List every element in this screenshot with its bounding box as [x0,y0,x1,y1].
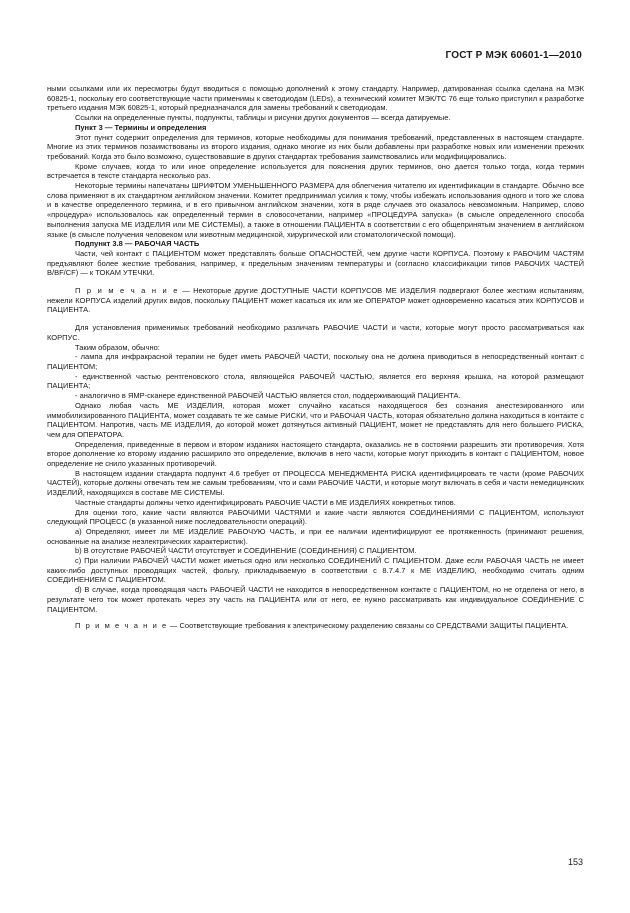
process-step-a: a) Определяют, имеет ли МЕ ИЗДЕЛИЕ РАБОЧУЮ ЧАСТЬ, и при ее наличии идентифицируют ее протяженность (принимают решения, основанные на анализе неэлектрических характеристик). [47,526,584,546]
note-label: П р и м е ч а н и е [75,621,168,631]
process-step-c: c) При наличии РАБОЧЕЙ ЧАСТИ может иметься одно или несколько СОЕДИНЕНИЙ С ПАЦИЕНТОМ. Даже если РАБОЧАЯ ЧАСТЬ не имеет каких-либо доступных проводящих частей, фольгу, прикладываемую в соответствии с 8.7.4.7 к МЕ ИЗДЕЛИЮ, необходимо считать одним СОЕДИНЕНИЕМ С ПАЦИЕНТОМ. [47,556,584,585]
paragraph-1: Ссылки на определенные пункты, подпункты, таблицы и рисунки других документов — всегда датируемые. [75,113,451,123]
list-item: - единственной частью рентгеновского стола, являющейся РАБОЧЕЙ ЧАСТЬЮ, является его верхняя крышка, на которой размещают ПАЦИЕНТА; [47,371,584,391]
process-step-b: b) В отсутствие РАБОЧЕЙ ЧАСТИ отсутствует и СОЕДИНЕНИЕ (СОЕДИНЕНИЯ) С ПАЦИЕНТОМ. [75,546,417,556]
list-item: - лампа для инфракрасной терапии не будет иметь РАБОЧЕЙ ЧАСТИ, поскольку она не должна приводиться в непосредственный контакт с ПАЦИЕНТОМ; [47,352,584,371]
paragraph-14: Однако любая часть МЕ ИЗДЕЛИЯ, которая может случайно касаться находящегося без сознания анестезированного или иммобилизированного ПАЦИЕНТА, может создавать те же самые РИСКИ, что и РАБОЧАЯ ЧАСТЬ, которая обязательно должна находиться в контакте с ПАЦИЕНТОМ. Напротив, часть МЕ ИЗДЕЛИЯ, до которой может дотянуться активный ПАЦИЕНТ, может не представлять для него большего РИСКА, чем для ОПЕРАТОРА. [47,400,584,439]
paragraph-7: Части, чей контакт с ПАЦИЕНТОМ может представлять больше ОПАСНОСТЕЙ, чем другие части КОРПУСА. Поэтому к РАБОЧИМ ЧАСТЯМ предъявляют более жесткие требования, например, к предельным значениям температуры и (согласно классификации типов РАБОЧИХ ЧАСТЕЙ B/BF/CF) — к ТОКАМ УТЕЧКИ. [47,248,584,278]
note-text: — Соответствующие требования к электрическому разделению связаны со СРЕДСТВАМИ ЗАЩИТЫ ПАЦИЕНТА. [167,621,569,631]
note-label: П р и м е ч а н и е [75,286,179,296]
paragraph-18: Для оценки того, какие части являются РАБОЧИМИ ЧАСТЯМИ и какие части являются СОЕДИНЕНИЯМИ С ПАЦИЕНТОМ, используют следующий ПРОЦЕСС (в указанной ниже последовательности операций). [47,507,584,527]
section-heading-subclause-3-8: Подпункт 3.8 — РАБОЧАЯ ЧАСТЬ [75,239,200,249]
paragraph-10: Таким образом, обычно: [75,342,160,352]
paragraph-17: Частные стандарты должны четко идентифицировать РАБОЧИЕ ЧАСТИ в МЕ ИЗДЕЛИЯХ конкретных типов. [75,497,456,507]
note-1 [47,286,584,315]
paragraph-4: Кроме случаев, когда то или иное определение используется для пояснения других терминов, оно дается только тогда, когда термин встречается в тексте стандарта несколько раз. [47,161,584,181]
paragraph-0: ными ссылками или их пересмотры будут вводиться с помощью дополнений к этому стандарту. Например, датированная ссылка сделана на МЭК 60825-1, поскольку его соответствующие части применимы к светодиодам (LEDs), а технический комитет МЭК/ТС 76 еще только приступил к разработке третьего издания МЭК 60825-1, который предназначался для замены требований к светодиодам. [47,84,584,113]
paragraph-9: Для установления применимых требований необходимо различать РАБОЧИЕ ЧАСТИ и части, которые могут просто рассматриваться как КОРПУС. [47,323,584,342]
paragraph-16: В настоящем издании стандарта подпункт 4.6 требует от ПРОЦЕССА МЕНЕДЖМЕНТА РИСКА идентифицировать те части (кроме РАБОЧИХ ЧАСТЕЙ), которые должны отвечать тем же самым требованиям, что и сами РАБОЧИЕ ЧАСТИ, и которые могут включать в себя и части немедицинских ИЗДЕЛИЙ, находящихся в составе МЕ СИСТЕМЫ. [47,468,584,498]
process-step-d: d) В случае, когда проводящая часть РАБОЧЕЙ ЧАСТИ не находится в непосредственном контакте с ПАЦИЕНТОМ, но не отделена от него, в результате чего ток может протекать через эту часть на ПАЦИЕНТА или от него, ее нужно рассматривать как индивидуальное СОЕДИНЕНИЕ С ПАЦИЕНТОМ. [47,585,584,614]
page-number: 153 [567,857,583,867]
document-body [47,84,584,631]
note-2 [47,621,584,631]
paragraph-15: Определения, приведенные в первом и втором изданиях настоящего стандарта, оказались не в состоянии разрешить эти противоречия. Хотя второе дополнение ко второму изданию расширило это определение, включив в него части, которые могут приходить в контакт с ПАЦИЕНТОМ, новое определение не снило указанных противоречий. [47,439,584,469]
document-header: ГОСТ Р МЭК 60601-1—2010 [445,50,582,61]
paragraph-5: Некоторые термины напечатаны ШРИФТОМ УМЕНЬШЕННОГО РАЗМЕРА для облегчения читателю их идентификации в стандарте. Обычно все слова применяют в их стандартном английском значении. Комитет предпринимал усилия к тому, чтобы избежать использования одного и того же слова и в качестве определенного термина, и в его привычном английском значении, хотя в ряде случаев это оказалось невозможным. Например, слово «процедура» использовалось как определенный термин в словосочетании, например «ПРОЦЕДУРА запуска» (в смысле определенного способа выполнения запуска МЕ ИЗДЕЛИЯ или МЕ СИСТЕМЫ), а также в отношении ПАЦИЕНТА в соответствии с его общепринятым значением в английском языке (в смысле получения человеком или животным медицинской, хирургической или стоматологической помощи). [47,181,584,239]
list-item: - аналогично в ЯМР-сканере единственной РАБОЧЕЙ ЧАСТЬЮ является стол, поддерживающий ПАЦИЕНТА. [75,391,461,401]
note-text: — Некоторые другие ДОСТУПНЫЕ ЧАСТИ КОРПУСОВ МЕ ИЗДЕЛИЯ подвергают более жестким испытаниям, нежели КОРПУСА изделий других видов, поскольку ПАЦИЕНТ может касаться их или же ОПЕРАТОР может одновременно касаться этих КОРПУСОВ и ПАЦИЕНТА. [47,286,584,315]
section-heading-clause-3: Пункт 3 — Термины и определения [75,122,207,132]
paragraph-3: Этот пункт содержит определения для терминов, которые необходимы для понимания требований, представленных в настоящем стандарте. Многие из этих терминов позаимствованы из второго издания, однако многие из них были добавлены при разработке новых или изменении прежних требований. Когда это было возможно, существовавшие в других стандартах требования заимствовались или модифицировались. [47,132,584,161]
